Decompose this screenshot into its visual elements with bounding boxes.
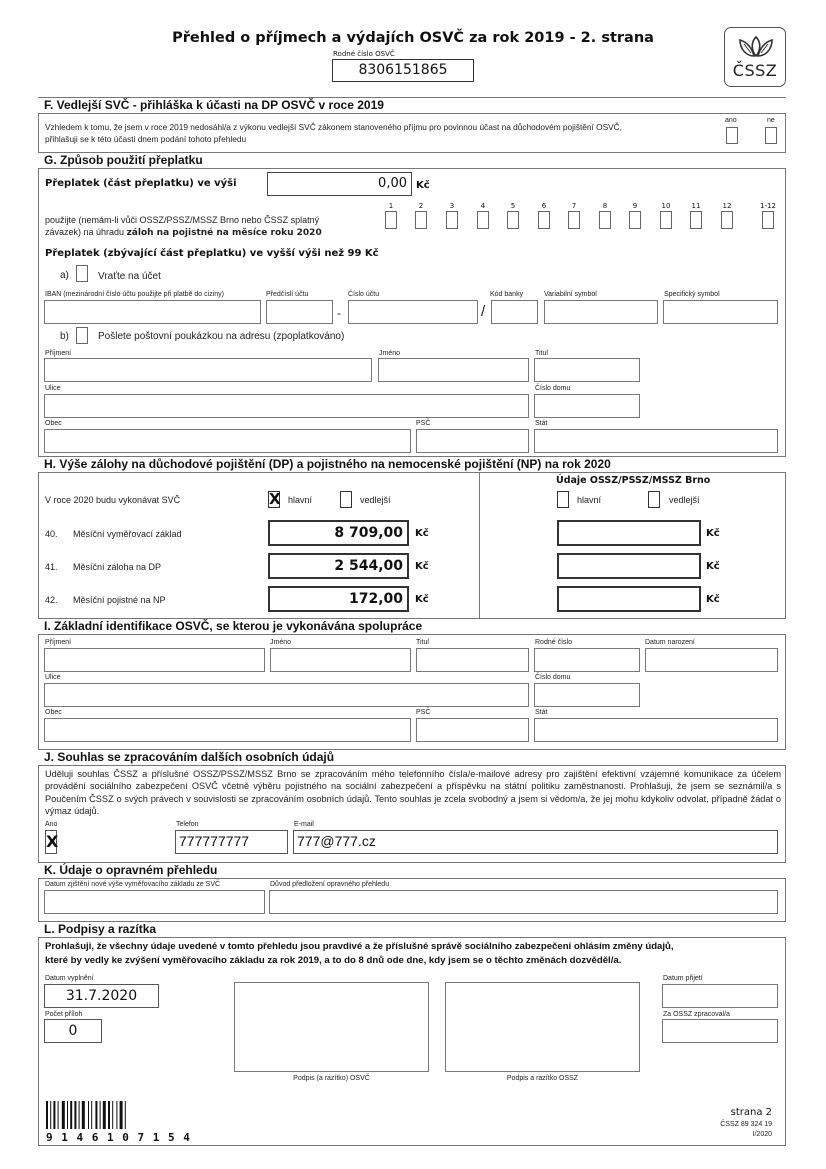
cislo-uctu-label: Číslo účtu <box>348 291 380 298</box>
row-currency: Kč <box>415 594 429 605</box>
section-j-text: Uděluji souhlas ČSSZ a příslušné OSSZ/PSSZ/MSSZ Brno se zpracováním mého telefonního čísla/e-mailové adresy pro zajištění efektivní vzájemné komunikace za účelem provádění sociálního zabezpečení OSVČ včetně výběru pojistného na sociální zabezpečení a příspěvku na státní politiku zaměstnanosti. Prohlašuji, že jsem se seznámil/a s Poučením ČSSZ o svých právech v souvislosti se zpracováním osobních údajů. Tento souhlas je zcela svobodný a jsem si vědom/a, že jej mohu kdykoliv odvolat, případně žádat o výmaz údajů. <box>45 769 781 816</box>
g-cislo-domu-label: Číslo domu <box>535 385 571 392</box>
email-label: E-mail <box>294 821 314 828</box>
hlavni-label: hlavní <box>288 495 313 505</box>
ne-label: ne <box>767 117 775 124</box>
section-h-heading: H. Výše zálohy na důchodové pojištění (DP) a pojistného na nemocenské pojištění (NP) na rok 2020 <box>38 456 786 473</box>
month-checkbox[interactable] <box>415 211 427 229</box>
barcode-bar <box>88 1101 89 1129</box>
i-psc-field[interactable] <box>416 718 529 742</box>
section-f-text-line2: přihlašuji se k této účasti dnem podání tohoto přehledu <box>45 134 247 144</box>
month-checkbox[interactable] <box>599 211 611 229</box>
i-obec-label: Obec <box>45 709 62 716</box>
i-titul-label: Titul <box>416 639 429 646</box>
month-checkbox[interactable] <box>477 211 489 229</box>
barcode-bar <box>50 1101 51 1129</box>
month-label: 4 <box>480 202 486 210</box>
month-checkbox[interactable] <box>690 211 702 229</box>
variabilni-field[interactable] <box>544 300 658 324</box>
row-value-field[interactable] <box>268 520 409 546</box>
pocet-priloh-value: 0 <box>68 1023 78 1039</box>
k-duvod-label: Důvod předložení opravného přehledu <box>270 881 390 888</box>
row-label: Měsíční pojistné na NP <box>73 595 166 605</box>
option-b-label: Pošlete poštovní poukázkou na adresu (zpoplatkováno) <box>98 331 345 342</box>
g-stat-field[interactable] <box>534 429 778 453</box>
datum-prijeti-field[interactable] <box>662 984 778 1008</box>
barcode-bar <box>100 1101 101 1129</box>
month-label: 10 <box>661 202 671 210</box>
row-value: 172,00 <box>348 591 403 607</box>
section-j-heading: J. Souhlas se zpracováním dalších osobních údajů <box>38 749 786 766</box>
logo-text: ČSSZ <box>732 61 778 80</box>
row-number: 41. <box>45 562 58 572</box>
datum-vyplneni-field[interactable] <box>44 984 159 1008</box>
month-label: 7 <box>571 202 577 210</box>
month-label: 11 <box>691 202 701 210</box>
barcode-bar <box>108 1101 110 1129</box>
i-rodne-cislo-label: Rodné číslo <box>535 639 572 646</box>
i-jmeno-label: Jméno <box>270 639 292 646</box>
specificky-field[interactable] <box>663 300 778 324</box>
month-label: 1-12 <box>760 202 776 210</box>
i-ulice-field[interactable] <box>44 683 529 707</box>
page-title: Přehled o příjmech a výdajích OSVČ za rok 2019 - 2. strana <box>172 30 654 46</box>
row-currency: Kč <box>415 528 429 539</box>
declaration-line1: Prohlašuji, že všechny údaje uvedené v tomto přehledu jsou pravdivé a že příslušné správě sociálního zabezpečení ohlásím změny údajů, <box>45 941 674 952</box>
ossz-hlavni-checkbox[interactable] <box>557 491 569 508</box>
i-cislo-domu-label: Číslo domu <box>535 674 571 681</box>
telefon-field[interactable] <box>175 830 288 854</box>
zbyvajici-label: Přeplatek (zbývající část přeplatku) ve vyšší výši než 99 Kč <box>45 248 379 259</box>
i-jmeno-field[interactable] <box>270 648 411 672</box>
option-b-checkbox[interactable] <box>76 327 88 344</box>
i-rodne-cislo-field[interactable] <box>534 648 640 672</box>
form-code: ČSSZ 89 324 19 <box>720 1121 772 1128</box>
kod-banky-label: Kód banky <box>490 291 524 298</box>
podpis-osvc-label: Podpis (a razítko) OSVČ <box>293 1075 370 1082</box>
month-label: 3 <box>449 202 455 210</box>
g-prijmeni-field[interactable] <box>44 358 372 382</box>
barcode-bar <box>112 1101 113 1129</box>
ano-label: ano <box>725 117 737 124</box>
podpis-osvc-box[interactable] <box>234 982 429 1072</box>
g-titul-label: Titul <box>535 350 548 357</box>
currency-label: Kč <box>416 180 430 191</box>
datum-vyplneni-label: Datum vyplnění <box>45 975 94 982</box>
tulip-leaves-icon <box>737 34 775 60</box>
preplatek-value: 0,00 <box>378 176 407 191</box>
i-cislo-domu-field[interactable] <box>534 683 640 707</box>
month-checkbox[interactable] <box>538 211 550 229</box>
g-obec-field[interactable] <box>44 429 411 453</box>
pouzijte-line2 <box>45 227 322 238</box>
datum-prijeti-label: Datum přijetí <box>663 975 703 982</box>
row-value-field[interactable] <box>268 586 409 612</box>
podpis-ossz-box[interactable] <box>445 982 640 1072</box>
ossz-row-value-field[interactable] <box>557 586 701 612</box>
option-b-prefix: b) <box>60 331 69 342</box>
email-field[interactable] <box>293 830 778 854</box>
row-number: 40. <box>45 529 58 539</box>
barcode-bar <box>125 1101 126 1129</box>
section-f-text-line1: Vzhledem k tomu, že jsem v roce 2019 nedosáhl/a z výkonu vedlejší SVČ zákonem stanoveného příjmu pro povinnou účast na důchodovém pojištění OSVČ, <box>45 122 622 132</box>
k-datum-label: Datum zjištění nové výše vyměřovacího základu ze SVČ <box>45 881 221 888</box>
i-ulice-label: Ulice <box>45 674 61 681</box>
predcisli-field[interactable] <box>266 300 333 324</box>
specificky-label: Specifický symbol <box>664 291 720 298</box>
option-a-label: Vraťte na účet <box>98 271 161 282</box>
month-checkbox[interactable] <box>446 211 458 229</box>
g-titul-field[interactable] <box>534 358 640 382</box>
i-prijmeni-label: Příjmení <box>45 639 72 646</box>
section-g-heading: G. Způsob použití přeplatku <box>38 152 786 169</box>
pouzijte-bold: záloh na pojistné na měsíce roku 2020 <box>126 228 322 238</box>
barcode-bar <box>46 1101 48 1129</box>
barcode-bar <box>120 1101 123 1129</box>
section-h-divider <box>479 472 480 620</box>
row-label: Měsíční vyměřovací základ <box>73 529 182 539</box>
month-label: 2 <box>418 202 424 210</box>
zpracoval-label: Za OSSZ zpracoval/a <box>663 1011 730 1018</box>
ossz-vedlejsi-checkbox[interactable] <box>648 491 660 508</box>
option-a-prefix: a) <box>60 270 69 281</box>
row-number: 42. <box>45 595 58 605</box>
iban-label: IBAN (mezinárodní číslo účtu použijte při platbě do ciziny) <box>45 291 224 298</box>
ossz-vedlejsi-label: vedlejší <box>669 495 700 505</box>
ossz-row-currency: Kč <box>706 528 720 539</box>
k-duvod-field[interactable] <box>269 890 778 914</box>
i-stat-label: Stát <box>535 709 548 716</box>
g-prijmeni-label: Příjmení <box>45 350 72 357</box>
cislo-uctu-field[interactable] <box>348 300 478 324</box>
kod-banky-field[interactable] <box>491 300 538 324</box>
rodne-cislo-label: Rodné číslo OSVČ <box>333 50 395 58</box>
row-label: Měsíční záloha na DP <box>73 562 162 572</box>
g-stat-label: Stát <box>535 420 548 427</box>
row-currency: Kč <box>415 561 429 572</box>
podpis-ossz-label: Podpis a razítko OSSZ <box>506 1075 579 1082</box>
month-checkbox[interactable] <box>629 211 641 229</box>
pocet-priloh-field[interactable] <box>44 1019 102 1043</box>
row-value: 8 709,00 <box>334 525 403 541</box>
pouzijte-prefix: závazek) na úhradu <box>45 227 127 237</box>
predcisli-label: Předčíslí účtu <box>266 291 309 298</box>
g-psc-field[interactable] <box>416 429 529 453</box>
barcode-bar <box>53 1101 55 1129</box>
pouzijte-line1: použijte (nemám-li vůči OSSZ/PSSZ/MSSZ Brno nebo ČSSZ splatný <box>45 215 320 225</box>
form-version: I/2020 <box>752 1131 772 1138</box>
barcode-bar <box>91 1101 92 1129</box>
i-titul-field[interactable] <box>416 648 529 672</box>
section-l-heading: L. Podpisy a razítka <box>38 921 786 938</box>
i-datum-narozeni-field[interactable] <box>645 648 778 672</box>
ossz-row-currency: Kč <box>706 561 720 572</box>
page-label: strana 2 <box>730 1107 772 1118</box>
barcode-bar <box>58 1101 59 1129</box>
i-stat-field[interactable] <box>534 718 778 742</box>
month-label: 6 <box>541 202 547 210</box>
option-a-checkbox[interactable] <box>76 265 88 282</box>
telefon-label: Telefon <box>176 821 199 828</box>
month-checkbox[interactable] <box>660 211 672 229</box>
row-value-field[interactable] <box>268 553 409 579</box>
section-k-heading: K. Údaje o opravném přehledu <box>38 862 786 879</box>
declaration-line2: které by vedly ke zvýšení vyměřovacího základu za rok 2019, a to do 8 dnů ode dne, kdy jsem se o těchto změnách dozvěděl/a. <box>45 955 622 966</box>
barcode-bar <box>79 1101 80 1129</box>
barcode-bar <box>74 1101 76 1129</box>
section-f-ne-checkbox[interactable] <box>765 127 777 144</box>
ossz-row-currency: Kč <box>706 594 720 605</box>
month-label: 12 <box>722 202 732 210</box>
vedlejsi-checkbox[interactable] <box>340 491 352 508</box>
i-obec-field[interactable] <box>44 718 411 742</box>
ossz-hlavni-label: hlavní <box>577 495 602 505</box>
cssz-logo <box>724 27 786 87</box>
vedlejsi-label: vedlejší <box>360 495 391 505</box>
datum-vyplneni-value: 31.7.2020 <box>65 988 138 1004</box>
account-slash: / <box>481 303 486 320</box>
g-psc-label: PSČ <box>416 420 431 427</box>
preplatek-field[interactable] <box>267 172 412 196</box>
iban-field[interactable] <box>44 300 261 324</box>
ossz-heading: Údaje OSSZ/PSSZ/MSSZ Brno <box>556 475 711 486</box>
barcode-bar <box>70 1101 72 1129</box>
i-psc-label: PSČ <box>416 709 431 716</box>
email-value: 777@777.cz <box>297 833 376 849</box>
pocet-priloh-label: Počet příloh <box>45 1011 83 1018</box>
month-checkbox[interactable] <box>507 211 519 229</box>
barcode <box>46 1101 146 1129</box>
ossz-row-value-field[interactable] <box>557 553 701 579</box>
g-jmeno-label: Jméno <box>379 350 401 357</box>
ossz-row-value-field[interactable] <box>557 520 701 546</box>
i-prijmeni-field[interactable] <box>44 648 265 672</box>
preplatek-label: Přeplatek (část přeplatku) ve výši <box>45 178 237 189</box>
rodne-cislo-field[interactable]: 8306151865 <box>332 59 474 82</box>
i-datum-narozeni-label: Datum narození <box>645 639 695 646</box>
month-checkbox[interactable] <box>721 211 733 229</box>
svc-label: V roce 2020 budu vykonávat SVČ <box>45 495 181 505</box>
month-checkbox[interactable] <box>568 211 580 229</box>
month-label: 5 <box>510 202 516 210</box>
barcode-bar <box>67 1101 68 1129</box>
g-jmeno-field[interactable] <box>378 358 529 382</box>
barcode-bar <box>103 1101 106 1129</box>
zpracoval-field[interactable] <box>662 1019 778 1043</box>
barcode-bar <box>62 1101 65 1129</box>
section-i-heading: I. Základní identifikace OSVČ, se kterou je vykonávána spolupráce <box>38 618 786 635</box>
g-obec-label: Obec <box>45 420 62 427</box>
variabilni-label: Variabilní symbol <box>544 291 597 298</box>
barcode-number: 9 1 4 6 1 0 7 1 5 4 <box>46 1131 191 1144</box>
barcode-bar <box>116 1101 117 1129</box>
month-label: 8 <box>602 202 608 210</box>
g-ulice-label: Ulice <box>45 385 61 392</box>
month-label: 1 <box>388 202 394 210</box>
row-value: 2 544,00 <box>334 558 403 574</box>
k-datum-field[interactable] <box>44 890 265 914</box>
section-f-ano-checkbox[interactable] <box>726 127 738 144</box>
telefon-value: 777777777 <box>179 833 250 849</box>
account-dash: - <box>337 306 341 320</box>
g-cislo-domu-field[interactable] <box>534 394 640 418</box>
month-checkbox[interactable] <box>762 211 774 229</box>
month-checkbox[interactable] <box>385 211 397 229</box>
g-ulice-field[interactable] <box>44 394 529 418</box>
j-ano-label: Ano <box>45 821 58 828</box>
section-f-heading: F. Vedlejší SVČ - přihláška k účasti na DP OSVČ v roce 2019 <box>38 97 786 114</box>
month-label: 9 <box>632 202 638 210</box>
barcode-bar <box>95 1101 97 1129</box>
j-ano-checkbox[interactable]: X <box>45 830 57 854</box>
hlavni-checkbox[interactable]: X <box>269 490 281 508</box>
barcode-bar <box>82 1101 85 1129</box>
